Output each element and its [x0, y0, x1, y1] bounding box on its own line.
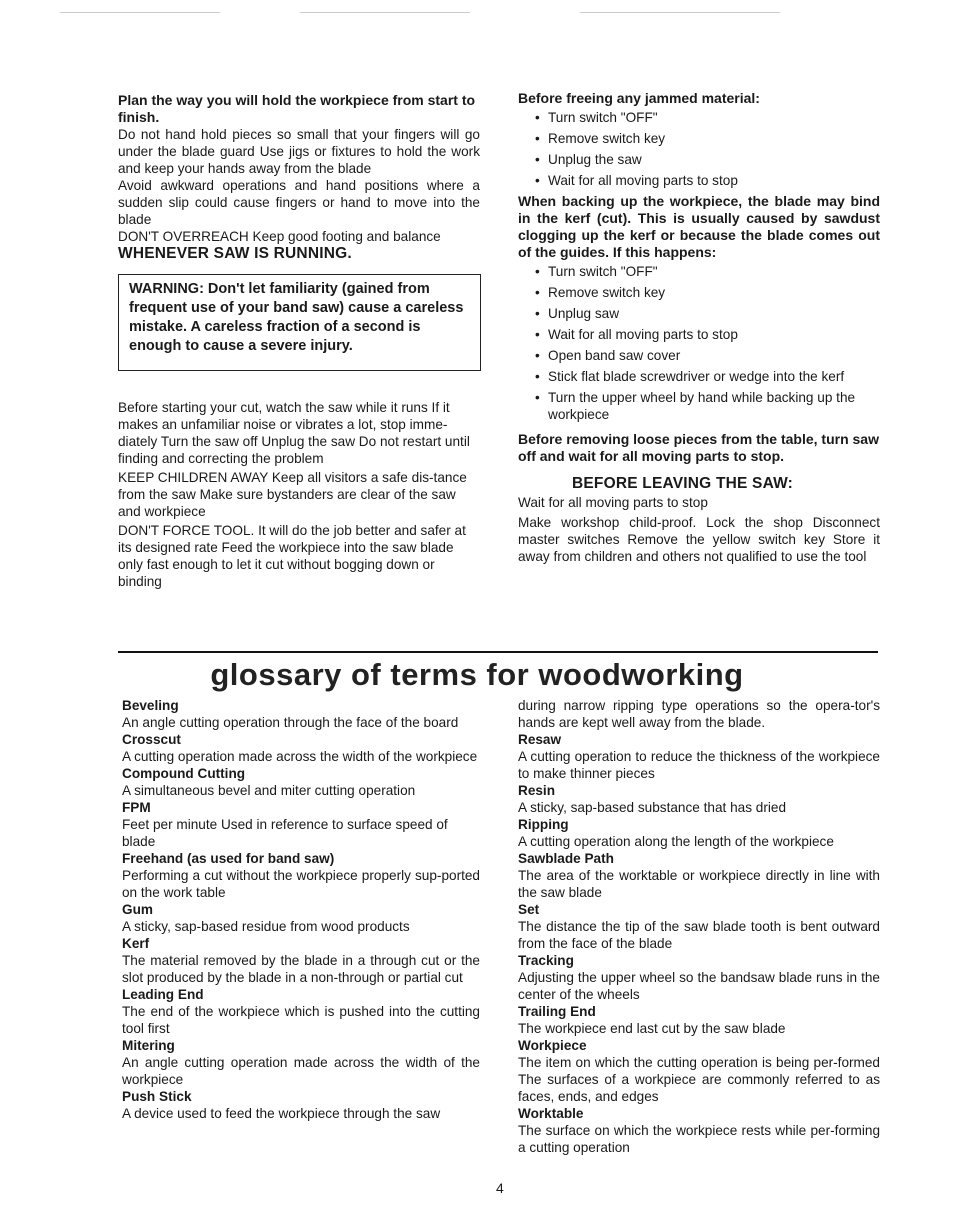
glossary-term: Workpiece	[518, 1038, 587, 1053]
glossary-definition: A sticky, sap-based residue from wood products	[122, 919, 410, 934]
backing-heading: When backing up the workpiece, the blade may bind in the kerf (cut). This is usually caused by sawdust clogging up the kerf or because the blade comes out of the guides. If this happens:	[518, 193, 880, 260]
leaving-paragraph-1: Wait for all moving parts to stop	[518, 495, 708, 510]
leaving-paragraph-2: Make workshop child-proof. Lock the shop Disconnect master switches Remove the yellow switch key Store it away from children and others not qualified to use the tool	[518, 515, 880, 564]
glossary-title: glossary of terms for woodworking	[210, 657, 744, 692]
glossary-definition: A cutting operation made across the width of the workpiece	[122, 749, 478, 764]
glossary-term: Set	[518, 902, 540, 917]
glossary-term: Worktable	[518, 1106, 584, 1121]
list-item: • Wait for all moving parts to stop	[518, 172, 880, 189]
glossary-continuation: during narrow ripping type operations so the opera-tor's hands are kept well away from the blade.	[518, 698, 880, 730]
list-item: • Stick flat blade screwdriver or wedge into the kerf	[518, 368, 880, 385]
glossary-term: Gum	[122, 902, 153, 917]
glossary-right-column	[518, 697, 880, 1156]
paragraph-before-starting: Before starting your cut, watch the saw while it runs If it makes an unfamiliar noise or vibrates a lot, stop imme-diately Turn the saw off Unplug the saw Do not restart until finding and correcting the problem	[118, 400, 470, 466]
glossary-term: Ripping	[518, 817, 569, 832]
running-heading: WHENEVER SAW IS RUNNING.	[118, 245, 352, 262]
glossary-term: Mitering	[122, 1038, 175, 1053]
glossary-term: Sawblade Path	[518, 851, 614, 866]
list-item: • Turn switch "OFF"	[518, 263, 880, 280]
scan-artifact-line	[580, 12, 780, 13]
list-item: • Turn the upper wheel by hand while backing up the workpiece	[518, 389, 880, 423]
glossary-term: Beveling	[122, 698, 179, 713]
glossary-definition: An angle cutting operation made across the width of the workpiece	[122, 1055, 480, 1087]
glossary-term: Kerf	[122, 936, 150, 951]
glossary-definition: The workpiece end last cut by the saw blade	[518, 1021, 786, 1036]
list-item: • Open band saw cover	[518, 347, 880, 364]
glossary-term: Compound Cutting	[122, 766, 246, 781]
backing-list	[518, 263, 880, 423]
glossary-left-column	[122, 697, 480, 1122]
glossary-definition: A device used to feed the workpiece through the saw	[122, 1106, 441, 1121]
glossary-term: Push Stick	[122, 1089, 192, 1104]
glossary-definition: The end of the workpiece which is pushed into the cutting tool first	[122, 1004, 480, 1036]
glossary-definition: A cutting operation along the length of the workpiece	[518, 834, 834, 849]
glossary-term: Resin	[518, 783, 556, 798]
glossary-definition: Adjusting the upper wheel so the bandsaw blade runs in the center of the wheels	[518, 970, 880, 1002]
glossary-definition: The distance the tip of the saw blade tooth is bent outward from the face of the blade	[518, 919, 880, 951]
leaving-heading: BEFORE LEAVING THE SAW:	[572, 475, 794, 492]
glossary-definition: The surface on which the workpiece rests while per-forming a cutting operation	[518, 1123, 880, 1155]
paragraph-overreach: DON'T OVERREACH Keep good footing and balance	[118, 229, 441, 244]
list-item: • Unplug the saw	[518, 151, 880, 168]
section-divider	[118, 651, 878, 653]
list-item: • Wait for all moving parts to stop	[518, 326, 880, 343]
glossary-term: Crosscut	[122, 732, 181, 747]
glossary-definition: A simultaneous bevel and miter cutting operation	[122, 783, 416, 798]
glossary-definition: Feet per minute Used in reference to surface speed of blade	[122, 817, 448, 849]
paragraph-awkward: Avoid awkward operations and hand positions where a sudden slip could cause fingers or hand to move into the blade	[118, 178, 480, 227]
plan-heading: Plan the way you will hold the workpiece from start to finish.	[118, 92, 476, 125]
glossary-definition: The material removed by the blade in a through cut or the slot produced by the blade in a non-through or partial cut	[122, 953, 480, 985]
jam-list	[518, 109, 880, 189]
glossary-definition: The item on which the cutting operation is being per-formed The surfaces of a workpiece are commonly referred to as faces, ends, and edges	[518, 1055, 880, 1104]
jam-heading: Before freeing any jammed material:	[518, 90, 760, 106]
glossary-term: Trailing End	[518, 1004, 596, 1019]
list-item: • Remove switch key	[518, 130, 880, 147]
warning-text: WARNING: Don't let familiarity (gained from frequent use of your band saw) cause a careless mistake. A careless fraction of a second is enough to cause a severe injury.	[129, 281, 464, 354]
list-item: • Remove switch key	[518, 284, 880, 301]
paragraph-children: KEEP CHILDREN AWAY Keep all visitors a safe dis-tance from the saw Make sure bystanders are clear of the saw and workpiece	[118, 470, 467, 519]
page-number: 4	[496, 1180, 504, 1196]
glossary-term: Leading End	[122, 987, 204, 1002]
scan-artifact-line	[300, 12, 470, 13]
glossary-definition: A cutting operation to reduce the thickness of the workpiece to make thinner pieces	[518, 749, 880, 781]
glossary-term: FPM	[122, 800, 151, 815]
glossary-term: Resaw	[518, 732, 562, 747]
removing-heading: Before removing loose pieces from the table, turn saw off and wait for all moving parts to stop.	[518, 431, 879, 464]
glossary-term: Freehand (as used for band saw)	[122, 851, 335, 866]
warning-box	[118, 274, 481, 371]
left-top-column	[118, 92, 480, 590]
glossary-definition: A sticky, sap-based substance that has dried	[518, 800, 786, 815]
glossary-definition: An angle cutting operation through the face of the board	[122, 715, 459, 730]
list-item: • Unplug saw	[518, 305, 880, 322]
glossary-term: Tracking	[518, 953, 574, 968]
right-top-column	[518, 90, 880, 565]
glossary-definition: Performing a cut without the workpiece properly sup-ported on the work table	[122, 868, 480, 900]
paragraph-force-tool: DON'T FORCE TOOL. It will do the job better and safer at its designed rate Feed the workpiece into the saw blade only fast enough to let it cut without bogging down or binding	[118, 523, 466, 589]
glossary-definition: The area of the worktable or workpiece directly in line with the saw blade	[518, 868, 880, 900]
list-item: • Turn switch "OFF"	[518, 109, 880, 126]
paragraph-hand-hold: Do not hand hold pieces so small that your fingers will go under the blade guard Use jigs or fixtures to hold the work and keep your hands away from the blade	[118, 127, 480, 176]
scan-artifact-line	[60, 12, 220, 13]
